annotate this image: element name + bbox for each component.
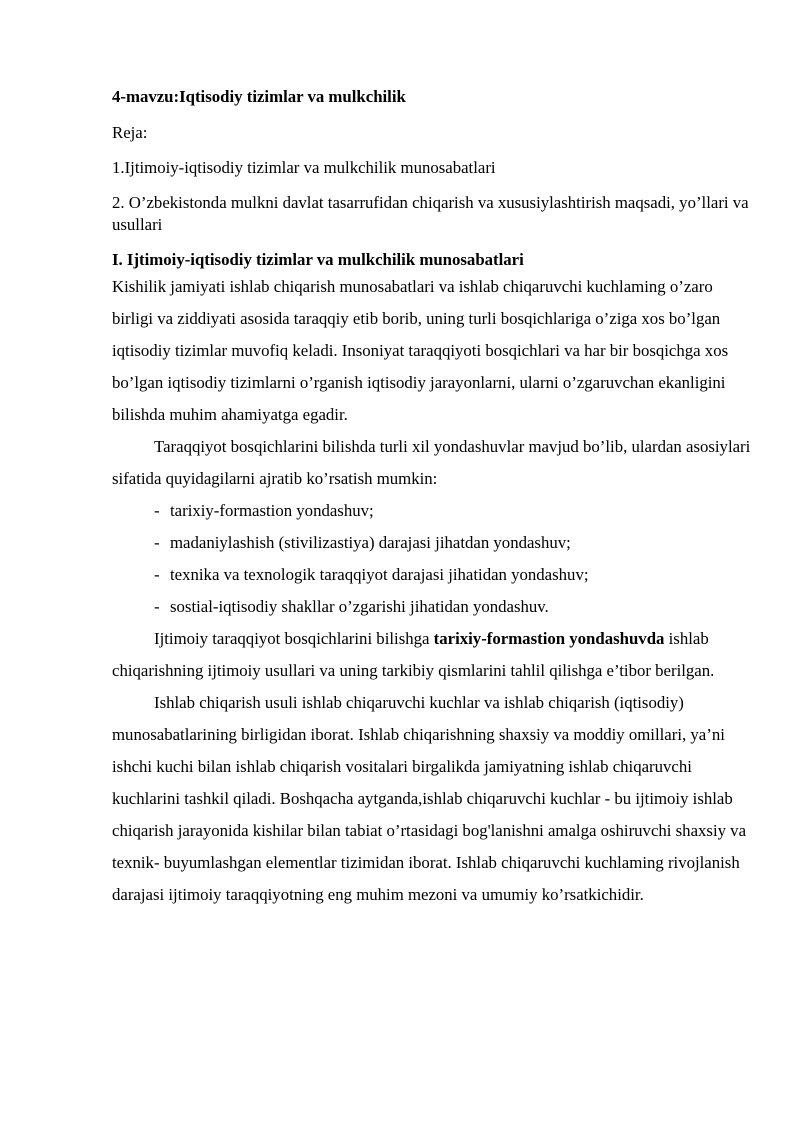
paragraph-formation-start: Ijtimoiy taraqqiyot bosqichlarini bilishga	[154, 629, 434, 648]
list-item	[154, 527, 757, 559]
paragraph-approaches: Taraqqiyot bosqichlarini bilishda turli xil yondashuvlar mavjud bo’lib, ulardan asosiylari sifatida quyidagilarni ajratib ko’rsatish mumkin:	[112, 437, 751, 488]
list-dash: -	[154, 533, 160, 552]
plan-label: Reja:	[112, 123, 148, 142]
list-item-text: madaniylashish (stivilizastiya) darajasi jihatdan yondashuv;	[170, 533, 571, 552]
paragraph-formation-bold: tarixiy-formastion yondashuvda	[433, 629, 665, 648]
list-item	[154, 495, 757, 527]
paragraph-intro: Kishilik jamiyati ishlab chiqarish munosabatlari va ishlab chiqaruvchi kuchlaming o’zaro birligi va ziddiyati asosida taraqqiy etib borib, uning turli bosqichlariga o’ziga xos bo’lgan iqtisodiy tizimlar muvofiq keladi. Insoniyat taraqqiyoti bosqichlari va har bir bosqichga xos bo’lgan iqtisodiy tizimlarni o’rganish iqtisodiy jarayonlarni, ularni o’zgaruvchan ekanligini bilishda muhim ahamiyatga egadir.	[112, 277, 729, 424]
section-title: I. Ijtimoiy-iqtisodiy tizimlar va mulkchilik munosabatlari	[112, 250, 524, 269]
paragraph-production: Ishlab chiqarish usuli ishlab chiqaruvchi kuchlar va ishlab chiqarish (iqtisodiy) munosabatlarining birligidan iborat. Ishlab chiqarishning shaxsiy va moddiy omillari, ya’ni ishchi kuchi bilan ishlab chiqarish vositalari birgalikda jamiyatning ishlab chiqaruvchi kuchlarini tashkil qiladi. Boshqacha aytganda,ishlab chiqaruvchi kuchlar - bu ijtimoiy ishlab chiqarish jarayonida kishilar bilan tabiat o’rtasidagi bog'lanishni amalga oshiruvchi shaxsiy va texnik- buyumlashgan elementlar tizimidan iborat. Ishlab chiqaruvchi kuchlaming rivojlanish darajasi ijtimoiy taraqqiyotning eng muhim mezoni va umumiy ko’rsatkichidir.	[112, 693, 747, 904]
document-page	[112, 86, 757, 911]
paragraph-formation-end: ishlab chiqarishning ijtimoiy usullari va uning tarkibiy qismlarini tahlil qilishga e’tibor berilgan.	[112, 629, 715, 680]
paragraph-formation	[112, 623, 757, 687]
list-dash: -	[154, 501, 160, 520]
plan-item-1: 1.Ijtimoiy-iqtisodiy tizimlar va mulkchilik munosabatlari	[112, 158, 496, 177]
list-item-text: texnika va texnologik taraqqiyot darajasi jihatidan yondashuv;	[170, 565, 589, 584]
document-title: 4-mavzu:Iqtisodiy tizimlar va mulkchilik	[112, 87, 406, 106]
list-item-text: sostial-iqtisodiy shakllar o’zgarishi jihatidan yondashuv.	[170, 597, 549, 616]
list-dash: -	[154, 565, 160, 584]
plan-item-2: 2. O’zbekistonda mulkni davlat tasarrufidan chiqarish va xususiylashtirish maqsadi, yo’llari va usullari	[112, 193, 749, 234]
list-dash: -	[154, 597, 160, 616]
list-item	[154, 559, 757, 591]
approaches-list	[112, 495, 757, 623]
list-item	[154, 591, 757, 623]
list-item-text: tarixiy-formastion yondashuv;	[170, 501, 374, 520]
